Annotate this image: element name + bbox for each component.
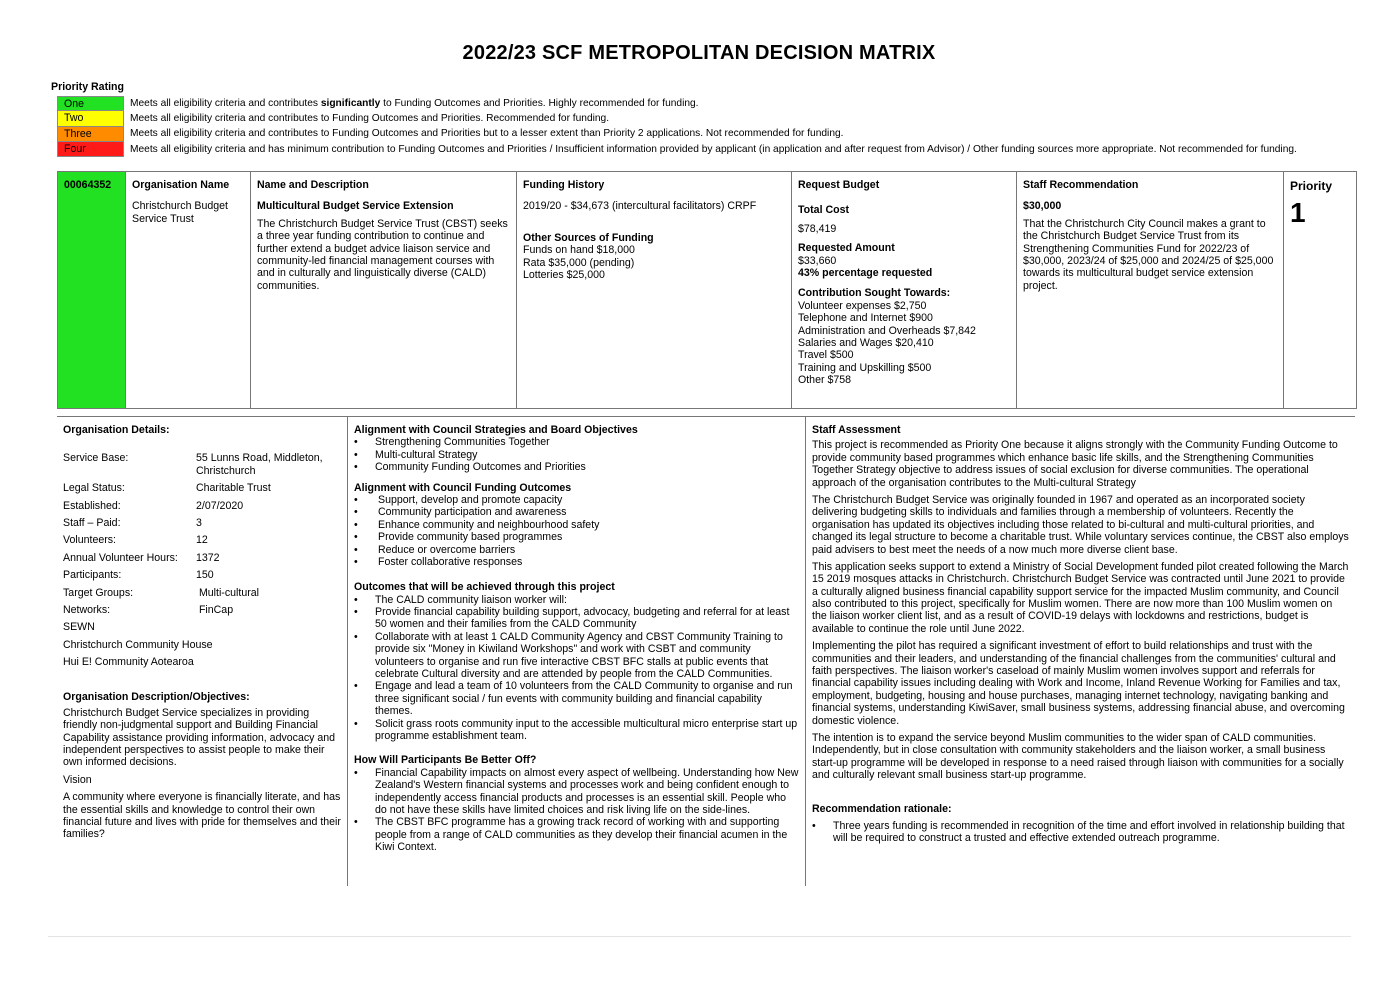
details-section: [57, 416, 1355, 886]
contribution-item: Volunteer expenses $2,750: [798, 299, 927, 312]
page-title: 2022/23 SCF METROPOLITAN DECISION MATRIX: [462, 42, 936, 64]
rationale-list: [812, 820, 1349, 845]
organisation-description: Christchurch Budget Service specializes in providing friendly non-judgmental support and Building Financial Capability assistance providing information, advocacy and independent perspectives to assist people to make their own informed decisions.: [63, 706, 336, 769]
list-item: • Reduce or overcome barriers: [354, 544, 799, 556]
project-outcomes-heading: Outcomes that will be achieved through this project: [354, 581, 615, 594]
list-item: • Community participation and awareness: [354, 506, 799, 518]
priority-desc-three: Meets all eligibility criteria and contributes to Funding Outcomes and Priorities but to a lesser extent than Priority 2 applications. Not recommended for funding.: [130, 128, 844, 140]
funding-history-cell: [516, 172, 791, 408]
detail-row: Annual Volunteer Hours: 1372: [63, 551, 220, 564]
contribution-item: Telephone and Internet $900: [798, 312, 933, 325]
staff-recommendation-header: Staff Recommendation: [1023, 179, 1139, 191]
list-item: • Collaborate with at least 1 CALD Community Agency and CBST Community Training to provide six "Money in Kiwiland Workshops" and work with CSBT and community volunteers to organise and run five interactive CBST BFC stalls at public events that celebrate Cultural diversity and are attended by people from the CALD Communities.: [354, 631, 799, 681]
staff-recommendation-cell: [1016, 172, 1283, 408]
requested-amount-value: $33,660: [798, 254, 837, 267]
other-source-item: Rata $35,000 (pending): [523, 256, 635, 269]
network-item: Hui E! Community Aotearoa: [63, 656, 194, 669]
name-description-header: Name and Description: [257, 179, 369, 191]
strategies-list: [354, 436, 799, 473]
list-item: • Community Funding Outcomes and Priorities: [354, 461, 799, 473]
organisation-name-cell: [125, 172, 250, 408]
priority-header: Priority: [1290, 179, 1333, 193]
percentage-requested: 43% percentage requested: [798, 266, 933, 279]
list-item: • Engage and lead a team of 10 volunteers from the CALD Community to organise and run three significant social / fun events with community building and financial capability themes.: [354, 680, 799, 717]
total-cost-value: $78,419: [798, 222, 837, 235]
project-description: The Christchurch Budget Service Trust (CBST) seeks a three year funding contribution to continue and further extend a budget advice liaison service and community-led financial management courses with and in culturally and linguistically diverse (CALD) communities.: [257, 217, 508, 292]
organisation-details-column: [57, 417, 348, 886]
list-item: • Strengthening Communities Together: [354, 436, 799, 448]
detail-row: Networks: FinCap: [63, 603, 234, 616]
funding-outcomes-heading: Alignment with Council Funding Outcomes: [354, 481, 572, 494]
contribution-item: Administration and Overheads $7,842: [798, 324, 976, 337]
decision-matrix-row: [57, 171, 1357, 409]
staff-recommended-amount: $30,000: [1023, 200, 1062, 213]
list-item: • The CBST BFC programme has a growing track record of working with and supporting people from a range of CALD communities as they develop their financial acumen in the Kiwi Context.: [354, 816, 799, 853]
funding-history-header: Funding History: [523, 179, 605, 191]
assessment-paragraph: Implementing the pilot has required a significant investment of effort to build relationships and trust with the communities and their leaders, and understanding of the financial challenges from the communities' cultural and faith perspectives. The liaison worker's caseload of mainly Muslim women involves support and referrals for financial capability issues including dealing with Work and Income, Inland Revenue Working for Families and tax, employment, budgeting, housing and house purchases, managing internet technology, navigating banking and financial systems, understanding KiwiSaver, small business systems, addressing financial abuse, and overcoming domestic violence.: [812, 640, 1345, 727]
contribution-item: Travel $500: [798, 349, 854, 362]
list-item: • Financial Capability impacts on almost every aspect of wellbeing. Understanding how New Zealand's Western financial systems and processes work and being confident enough to independently access financial products and processes is an essential skill. People who do not have these skills have limited choices and risk living life on the side-lines.: [354, 767, 799, 817]
priority-legend-row: [57, 111, 1297, 126]
priority-desc-four: Meets all eligibility criteria and has minimum contribution to Funding Outcomes and Priorities / Insufficient information provided by applicant (in application and after request from Advisor) / Other funding sources more appropriate. Not recommended for funding.: [130, 143, 1297, 155]
priority-legend-row: [57, 96, 1297, 111]
assessment-paragraph: This project is recommended as Priority One because it aligns strongly with the Community Funding Outcome to provide community based programmes which enhance basic life skills, and the Strengthening Communities Together Strategy objective to address issues of social exclusion for diverse communities. The operational approach of the organisation contributes to the Multi-cultural Strategy: [812, 439, 1338, 489]
detail-row: Staff – Paid: 3: [63, 516, 202, 529]
staff-assessment-column: [806, 417, 1355, 886]
list-item: • Three years funding is recommended in recognition of the time and effort involved in relationship building that will be required to construct a trusted and effective extended outreach programme.: [812, 820, 1349, 845]
priority-swatch-two: Two: [57, 111, 124, 126]
detail-row: Legal Status: Charitable Trust: [63, 482, 271, 495]
better-off-heading: How Will Participants Be Better Off?: [354, 754, 537, 767]
detail-row: Volunteers: 12: [63, 534, 208, 547]
organisation-name: Christchurch Budget Service Trust: [132, 200, 228, 225]
contribution-item: Other $758: [798, 374, 852, 387]
contribution-label: Contribution Sought Towards:: [798, 287, 951, 300]
priority-desc-two: Meets all eligibility criteria and contributes to Funding Outcomes and Priorities. Recommended for funding.: [130, 112, 610, 124]
list-item: • Support, develop and promote capacity: [354, 494, 799, 506]
detail-row: Target Groups: Multi-cultural: [63, 586, 259, 599]
priority-cell: [1283, 172, 1356, 408]
project-outcomes-list: [354, 594, 799, 743]
name-description-cell: [250, 172, 516, 408]
priority-legend-row: [57, 127, 1297, 142]
list-item: • Enhance community and neighbourhood safety: [354, 519, 799, 531]
detail-row: Established: 2/07/2020: [63, 499, 244, 512]
priority-rating-heading: Priority Rating: [51, 81, 124, 93]
priority-swatch-one: One: [57, 96, 124, 111]
detail-row: Participants: 150: [63, 569, 214, 582]
other-source-item: Funds on hand $18,000: [523, 244, 635, 257]
request-budget-cell: [791, 172, 1016, 408]
priority-rating-legend: [57, 96, 1297, 157]
vision-text: A community where everyone is financially literate, and has the essential skills and knowledge to control their own financial future and lives with pride for themselves and their families?: [63, 791, 341, 841]
priority-swatch-three: Three: [57, 127, 124, 142]
organisation-details-heading: Organisation Details:: [63, 424, 170, 436]
funding-history: 2019/20 - $34,673 (intercultural facilitators) CRPF: [523, 200, 757, 213]
staff-recommendation-text: That the Christchurch City Council makes a grant to the Christchurch Budget Service Trust from its Strengthening Communities Fund for 2022/23 of $30,000, 2023/24 of $25,000 and 2024/25 of $25,000 towards its multicultural budget service extension project.: [1023, 217, 1274, 292]
priority-desc-one: Meets all eligibility criteria and contributes significantly to Funding Outcomes and Priorities. Highly recommended for funding.: [130, 97, 699, 109]
requested-amount-label: Requested Amount: [798, 242, 895, 255]
total-cost-label: Total Cost: [798, 204, 850, 217]
list-item: • Provide financial capability building support, advocacy, budgeting and referral for at least 50 women and their families from the CALD Community: [354, 606, 799, 631]
network-item: Christchurch Community House: [63, 638, 213, 651]
other-sources-header: Other Sources of Funding: [523, 231, 654, 244]
list-item: • Foster collaborative responses: [354, 556, 799, 568]
project-name: Multicultural Budget Service Extension: [257, 200, 454, 213]
list-item: • Provide community based programmes: [354, 531, 799, 543]
contribution-item: Salaries and Wages $20,410: [798, 336, 934, 349]
rationale-heading: Recommendation rationale:: [812, 802, 952, 815]
other-source-item: Lotteries $25,000: [523, 268, 605, 281]
assessment-paragraph: The Christchurch Budget Service was originally founded in 1967 and operated as an incorporated society delivering budgeting skills to individuals and families through a membership of volunteers. Recently the organisation has updated its objectives including those related to bi-cultural and multi-cultural priorities, and changed its legal structure to become a charitable trust. While voluntary services continue, the CBST also employs paid advisers to best meet the needs of a now much more diverse client base.: [812, 493, 1349, 556]
contribution-item: Training and Upskilling $500: [798, 361, 932, 374]
organisation-name-header: Organisation Name: [132, 179, 230, 191]
detail-row: Service Base: 55 Lunns Road, Middleton, Christchurch: [63, 452, 323, 477]
staff-assessment-heading: Staff Assessment: [812, 424, 901, 436]
request-budget-header: Request Budget: [798, 179, 880, 191]
list-item: • Multi-cultural Strategy: [354, 449, 799, 461]
priority-value: 1: [1290, 197, 1306, 229]
application-id: 00064352: [58, 172, 125, 408]
list-item: • Solicit grass roots community input to the accessible multicultural micro enterprise start up programme establishment team.: [354, 718, 799, 743]
vision-label: Vision: [63, 773, 92, 786]
better-off-list: [354, 767, 799, 854]
alignment-column: [348, 417, 806, 886]
organisation-description-heading: Organisation Description/Objectives:: [63, 691, 250, 704]
network-item: SEWN: [63, 621, 95, 634]
funding-outcomes-list: [354, 494, 799, 568]
assessment-paragraph: The intention is to expand the service beyond Muslim communities to the wider span of CALD communities. Independently, but in close consultation with community stakeholders and the liaison worker, a small business start-up programme will be developed in response to a need raised through liaison with communities for a socially and culturally relevant small business start-up programme.: [812, 731, 1344, 782]
page-footer-divider: [48, 936, 1351, 937]
list-item: • The CALD community liaison worker will:: [354, 594, 799, 606]
strategies-heading: Alignment with Council Strategies and Board Objectives: [354, 424, 638, 436]
assessment-paragraph: This application seeks support to extend a Ministry of Social Development funded pilot created following the March 15 2019 mosques attacks in Christchurch. Christchurch Budget Service was contracted until June 2021 to provide a culturally aligned business financial capability support service for the impacted Muslim community, and Council also contributed to this project, specifically for Muslim women. There are now more than 100 Muslim women on the liaison worker client list, and as a result of COVID-19 delays with lockdowns and restrictions, budget is available to continue the role until June 2022.: [812, 560, 1349, 635]
priority-swatch-four: Four: [57, 142, 124, 157]
priority-legend-row: [57, 142, 1297, 157]
